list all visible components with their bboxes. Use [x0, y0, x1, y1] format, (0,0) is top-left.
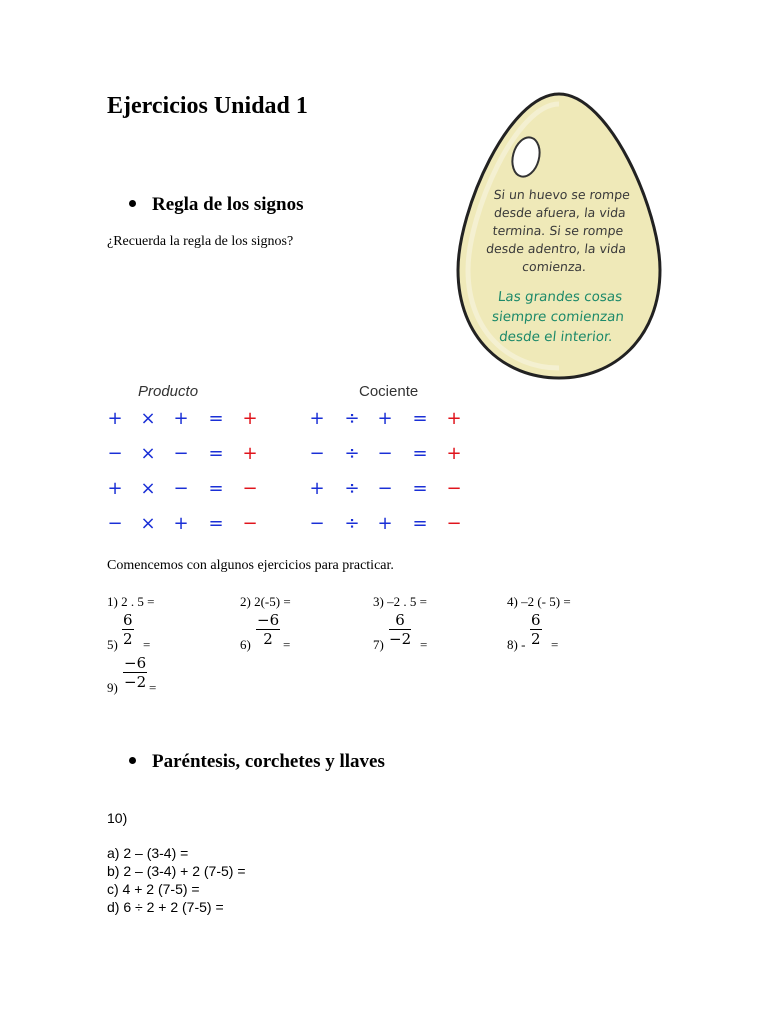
numerator: 6 — [389, 612, 411, 630]
egg-quote-line: desde afuera, la vida — [493, 205, 627, 220]
quotient-sign-r2-c2: ÷ — [344, 443, 360, 464]
exercise-10c: c) 4 + 2 (7-5) = — [107, 881, 200, 897]
denominator: 2 — [263, 630, 273, 648]
page-title: Ejercicios Unidad 1 — [107, 93, 308, 119]
exercise-10a: a) 2 – (3-4) = — [107, 845, 189, 861]
quotient-sign-r2-c4: = — [412, 443, 428, 464]
quotient-sign-r3-c3: − — [377, 478, 393, 499]
exercise-8-prefix: 8) - — [507, 637, 526, 652]
quotient-sign-r2-c3: − — [377, 443, 393, 464]
exercise-9-equals: = — [149, 680, 157, 695]
quotient-sign-r4-c2: ÷ — [344, 513, 360, 534]
egg-quote-bottom — [485, 287, 631, 347]
egg-quote-line: desde el interior. — [498, 329, 614, 345]
quotient-sign-r3-c1: + — [309, 478, 325, 499]
quotient-sign-r3-c4: = — [412, 478, 428, 499]
egg-quote-line: comienza. — [521, 259, 588, 274]
product-sign-r1-c4: = — [208, 408, 224, 429]
quotient-sign-r1-c1: + — [309, 408, 325, 429]
exercise-5-equals: = — [143, 637, 151, 652]
bullet-icon — [129, 200, 136, 207]
exercise-6-equals: = — [283, 637, 291, 652]
denominator: −2 — [389, 630, 412, 648]
quotient-sign-r3-c2: ÷ — [344, 478, 360, 499]
egg-quote-line: Las grandes cosas — [497, 289, 624, 305]
product-sign-r4-c2: × — [140, 513, 156, 534]
exercise-2: 2) 2(-5) = — [240, 594, 291, 609]
quotient-sign-r1-c5: + — [446, 408, 462, 429]
numerator: −6 — [124, 654, 147, 672]
exercise-10d: d) 6 ÷ 2 + 2 (7-5) = — [107, 899, 224, 915]
product-sign-r2-c1: − — [107, 443, 123, 464]
numerator: −6 — [257, 611, 280, 629]
exercise-1: 1) 2 . 5 = — [107, 594, 155, 609]
egg-quote-top — [483, 186, 632, 276]
quotient-sign-r4-c3: + — [377, 513, 393, 534]
product-sign-r1-c3: + — [173, 408, 189, 429]
product-sign-r3-c5: − — [242, 478, 258, 499]
numerator: 6 — [123, 611, 133, 629]
quotient-sign-r1-c3: + — [377, 408, 393, 429]
exercise-6-fraction — [256, 612, 280, 647]
quotient-sign-r4-c5: − — [446, 513, 462, 534]
exercise-5-prefix: 5) — [107, 637, 118, 652]
quotient-sign-r3-c5: − — [446, 478, 462, 499]
product-sign-r4-c5: − — [242, 513, 258, 534]
product-title: Producto — [138, 383, 199, 400]
quotient-sign-r4-c1: − — [309, 513, 325, 534]
quotient-sign-r2-c1: − — [309, 443, 325, 464]
exercise-7-equals: = — [420, 637, 428, 652]
numerator: 6 — [531, 611, 541, 629]
product-sign-r4-c4: = — [208, 513, 224, 534]
exercise-6-prefix: 6) — [240, 637, 251, 652]
product-sign-r1-c5: + — [242, 408, 258, 429]
denominator: −2 — [124, 673, 147, 691]
product-sign-r1-c2: × — [140, 408, 156, 429]
product-sign-r1-c1: + — [107, 408, 123, 429]
quotient-title: Cociente — [359, 383, 419, 400]
egg-quote-line: desde adentro, la vida — [485, 241, 627, 256]
question-text: ¿Recuerda la regla de los signos? — [107, 234, 294, 249]
exercise-8-equals: = — [551, 637, 559, 652]
exercise-10-label: 10) — [107, 810, 128, 826]
product-sign-r2-c4: = — [208, 443, 224, 464]
quotient-sign-r1-c4: = — [412, 408, 428, 429]
section-heading-text: Paréntesis, corchetes y llaves — [152, 751, 385, 772]
denominator: 2 — [123, 630, 133, 648]
exercise-10b: b) 2 – (3-4) + 2 (7-5) = — [107, 863, 246, 879]
egg-quote-line: termina. Si se rompe — [491, 223, 625, 238]
denominator: 2 — [531, 630, 541, 648]
exercise-9-prefix: 9) — [107, 680, 118, 695]
bullet-icon — [129, 757, 136, 764]
product-sign-r2-c5: + — [242, 443, 258, 464]
product-sign-r3-c1: + — [107, 478, 123, 499]
exercise-7-fraction — [389, 612, 411, 647]
practice-intro: Comencemos con algunos ejercicios para practicar. — [107, 558, 394, 573]
exercise-9-fraction — [123, 655, 147, 690]
exercise-8-fraction — [530, 612, 542, 647]
exercise-3: 3) –2 . 5 = — [373, 594, 427, 609]
exercise-4: 4) –2 (- 5) = — [507, 594, 571, 609]
quotient-sign-r4-c4: = — [412, 513, 428, 534]
section-heading-parentheses — [129, 751, 385, 773]
quotient-sign-r1-c2: ÷ — [344, 408, 360, 429]
egg-quote-line: siempre comienzan — [491, 309, 625, 325]
section-heading-signs — [129, 194, 304, 216]
section-heading-text: Regla de los signos — [152, 194, 304, 215]
quotient-sign-r2-c5: + — [446, 443, 462, 464]
product-sign-r4-c1: − — [107, 513, 123, 534]
product-sign-r3-c3: − — [173, 478, 189, 499]
exercise-5-fraction — [122, 612, 134, 647]
product-sign-r2-c2: × — [140, 443, 156, 464]
product-sign-r2-c3: − — [173, 443, 189, 464]
product-sign-r3-c4: = — [208, 478, 224, 499]
egg-quote-line: Si un huevo se rompe — [492, 187, 631, 202]
product-sign-r4-c3: + — [173, 513, 189, 534]
product-sign-r3-c2: × — [140, 478, 156, 499]
exercise-7-prefix: 7) — [373, 637, 384, 652]
